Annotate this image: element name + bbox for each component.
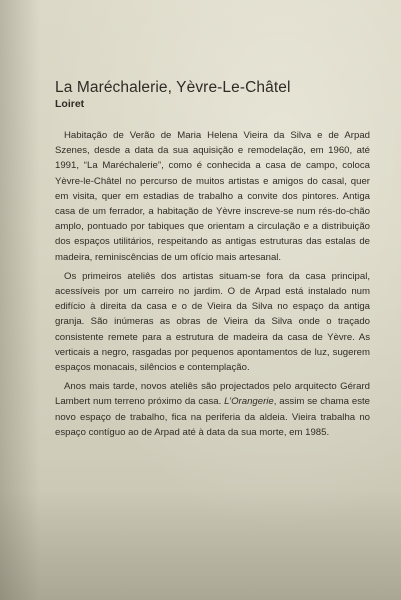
panel-subtitle: Loiret <box>55 98 85 110</box>
paragraph-3-emphasis: L’Orangerie <box>224 396 274 408</box>
paragraph-3-part-2: , assim se chama este novo espaço de trabalho, fica na periferia da aldeia. Vieira trabalha no espaço contíguo ao de Arpad até à data da sua morte, em 1985. <box>55 396 370 438</box>
paragraph-3-part-1: Anos mais tarde, novos ateliês são projectados pelo arquitecto Gérard Lambert num terreno próximo da casa. <box>55 381 370 408</box>
text-block <box>55 78 370 444</box>
paragraph-3 <box>55 379 370 440</box>
panel-title: La Maréchalerie, Yèvre-Le-Châtel <box>55 79 291 96</box>
paragraph-2: Os primeiros ateliês dos artistas situam-se fora da casa principal, acessíveis por um carreiro no jardim. O de Arpad está instalado num edifício à direita da casa e o de Vieira da Silva no espaço da antiga granja. São inúmeras as obras de Vieira da Silva onde o traçado consistente remete para a estrutura de madeira da casa de Yèvre. As verticais a negro, rasgadas por pequenos apontamentos de luz, sugerem espaços monacais, silêncios e contemplação. <box>55 270 370 374</box>
paragraph-1: Habitação de Verão de Maria Helena Vieira da Silva e de Arpad Szenes, desde a data da sua aquisição e remodelação, em 1960, até 1991, “La Maréchalerie”, como é conhecida a casa de campo, coloca Yèvre-le-Châtel no percurso de muitos artistas e amigos do casal, quer em visita, quer em estadias de trabalho a convite dos pintores. Antiga casa de um ferrador, a habitação de Yèvre inscreve-se num rés-do-chão amplo, pontuado por tabiques que orientam a circulação e a distribuição dos espaços utilitários, respeitando as antigas estruturas das estalas de madeira, reminiscências de um ofício mais artesanal. <box>55 130 370 263</box>
